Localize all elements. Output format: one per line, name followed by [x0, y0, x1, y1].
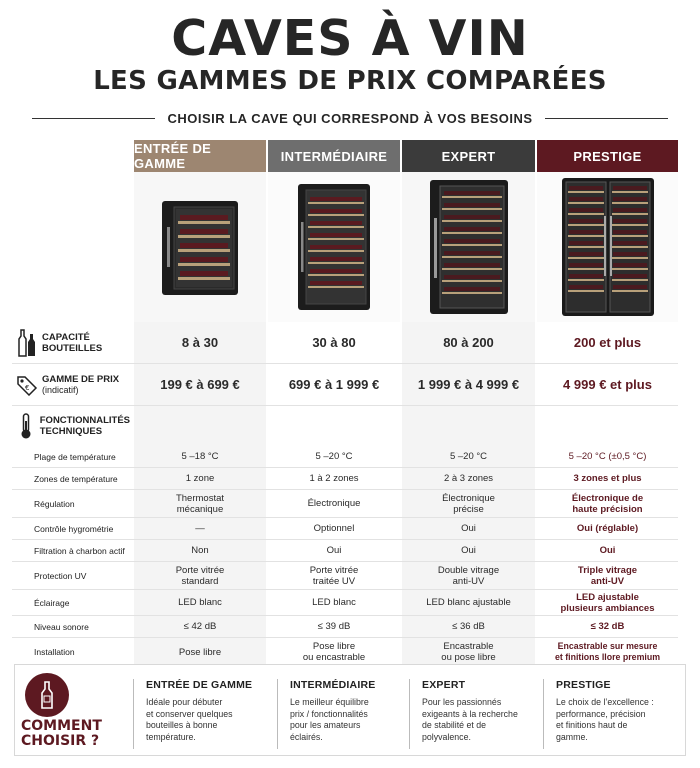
- footer-entry: [133, 679, 267, 749]
- wine-bottle-icon: [25, 673, 69, 717]
- lighting-expert: LED blanc ajustable: [402, 590, 535, 615]
- product-images-row: [12, 172, 678, 322]
- price-tag-icon: [12, 374, 42, 396]
- charcoal-prestige: Oui: [599, 545, 616, 556]
- row-regulation: [12, 490, 678, 518]
- row-hygrometry: [12, 518, 678, 540]
- footer-intermediate-heading: INTERMÉDIAIRE: [290, 679, 376, 691]
- row-temp-zones: [12, 468, 678, 490]
- hygro-prestige: Oui (réglable): [576, 523, 639, 534]
- noise-entry: ≤ 42 dB: [134, 616, 266, 637]
- install-expert: Encastrable ou pose libre: [402, 638, 535, 666]
- hygro-entry: —: [134, 518, 266, 539]
- row-price: [12, 364, 678, 406]
- charcoal-entry: Non: [134, 540, 266, 561]
- features-label-1: FONCTIONNALITÉS: [39, 415, 130, 426]
- tagline: CHOISIR LA CAVE QUI CORRESPOND À VOS BESOINS: [167, 110, 533, 126]
- uv-intermediate: Porte vitrée traitée UV: [309, 564, 359, 587]
- tagline-row: [32, 108, 668, 128]
- footer-prestige-heading: PRESTIGE: [556, 679, 611, 691]
- footer-intermediate-text: Le meilleur équilibre prix / fonctionnalités pour les amateurs éclairés.: [290, 697, 369, 742]
- footer-entry-heading: ENTRÉE DE GAMME: [146, 679, 253, 691]
- install-intermediate: Pose libre ou encastrable: [302, 641, 366, 663]
- temp-range-intermediate: 5 –20 °C: [315, 451, 353, 462]
- capacity-prestige: 200 et plus: [573, 335, 642, 350]
- price-prestige: 4 999 € et plus: [563, 377, 652, 392]
- uv-label: Protection UV: [34, 570, 87, 581]
- how-to-choose-title: [21, 719, 121, 749]
- page-subtitle: LES GAMMES DE PRIX COMPARÉES: [93, 66, 607, 96]
- lighting-prestige: LED ajustable plusieurs ambiances: [560, 591, 655, 614]
- footer-intermediate: [277, 679, 401, 749]
- temp-zones-label: Zones de température: [34, 473, 118, 484]
- row-capacity: [12, 322, 678, 364]
- price-label-1: GAMME DE PRIX: [42, 373, 120, 385]
- noise-prestige: ≤ 32 dB: [590, 621, 625, 632]
- regulation-prestige: Électronique de haute précision: [571, 492, 644, 515]
- how-to-choose-line-2: CHOISIR ?: [21, 733, 100, 749]
- row-features-heading: [12, 406, 678, 446]
- divider-right: [545, 118, 668, 119]
- svg-text:€: €: [25, 383, 30, 392]
- noise-label: Niveau sonore: [34, 621, 89, 632]
- regulation-entry: Thermostat mécanique: [134, 490, 266, 517]
- row-temp-range: [12, 446, 678, 468]
- price-label-2: (indicatif): [42, 384, 79, 395]
- footer-prestige: [543, 679, 683, 749]
- footer-entry-text: Idéale pour débuter et conserver quelques bouteilles à bonne température.: [146, 697, 233, 742]
- page-title: CAVES À VIN: [171, 10, 529, 67]
- price-intermediate: 699 € à 1 999 €: [288, 377, 380, 392]
- row-charcoal: [12, 540, 678, 562]
- footer-expert: [409, 679, 545, 749]
- footer-expert-text: Pour les passionnés exigeants à la recherche de stabilité et de polyvalence.: [422, 697, 518, 742]
- features-label-2: TECHNIQUES: [39, 426, 103, 437]
- temp-zones-prestige: 3 zones et plus: [573, 473, 642, 484]
- lighting-intermediate: LED blanc: [312, 597, 356, 608]
- uv-prestige: Triple vitrage anti-UV: [577, 564, 638, 587]
- how-to-choose-panel: [14, 664, 686, 756]
- temp-range-label: Plage de température: [34, 451, 116, 462]
- hygro-expert: Oui: [402, 518, 535, 539]
- lighting-entry: LED blanc: [134, 590, 266, 615]
- install-entry: Pose libre: [134, 638, 266, 666]
- temp-zones-expert: 2 à 3 zones: [402, 468, 535, 489]
- divider-left: [32, 118, 155, 119]
- column-header-expert: EXPERT: [402, 140, 535, 172]
- column-header-entry: ENTRÉE DE GAMME: [134, 140, 266, 172]
- hygro-label: Contrôle hygrométrie: [34, 523, 114, 534]
- temp-zones-entry: 1 zone: [134, 468, 266, 489]
- thermometer-icon: [12, 412, 40, 440]
- capacity-entry: 8 à 30: [134, 322, 266, 363]
- row-lighting: [12, 590, 678, 616]
- footer-prestige-text: Le choix de l’excellence : performance, précision et finitions haut de gamme.: [556, 697, 654, 742]
- temp-range-expert: 5 –20 °C: [402, 446, 535, 467]
- capacity-intermediate: 30 à 80: [312, 335, 356, 350]
- charcoal-label: Filtration à charbon actif: [34, 545, 125, 556]
- row-noise: [12, 616, 678, 638]
- footer-expert-heading: EXPERT: [422, 679, 466, 691]
- price-expert: 1 999 € à 4 999 €: [402, 364, 535, 405]
- price-entry: 199 € à 699 €: [134, 364, 266, 405]
- regulation-intermediate: Électronique: [307, 498, 361, 509]
- uv-expert: Double vitrage anti-UV: [402, 562, 535, 589]
- charcoal-intermediate: Oui: [326, 545, 342, 556]
- regulation-expert: Électronique précise: [402, 490, 535, 517]
- hygro-intermediate: Optionnel: [313, 523, 355, 534]
- charcoal-expert: Oui: [402, 540, 535, 561]
- regulation-label: Régulation: [34, 498, 75, 509]
- row-installation: [12, 638, 678, 666]
- column-header-intermediate: INTERMÉDIAIRE: [268, 140, 400, 172]
- wine-fridge-large-image: [402, 172, 535, 322]
- temp-zones-intermediate: 1 à 2 zones: [309, 473, 359, 484]
- row-uv: [12, 562, 678, 590]
- temp-range-entry: 5 –18 °C: [134, 446, 266, 467]
- capacity-label-1: CAPACITÉ: [42, 331, 90, 343]
- how-to-choose-line-1: COMMENT: [21, 718, 102, 734]
- install-label: Installation: [34, 647, 75, 657]
- capacity-label-2: BOUTEILLES: [42, 342, 103, 354]
- temp-range-prestige: 5 –20 °C (±0,5 °C): [568, 451, 647, 462]
- uv-entry: Porte vitrée standard: [134, 562, 266, 589]
- lighting-label: Éclairage: [34, 597, 70, 608]
- wine-fridge-double-image: [537, 172, 678, 322]
- noise-intermediate: ≤ 39 dB: [317, 621, 351, 632]
- wine-fridge-small-image: [134, 172, 266, 322]
- wine-fridge-medium-image: [268, 172, 400, 322]
- noise-expert: ≤ 36 dB: [402, 616, 535, 637]
- column-header-prestige: PRESTIGE: [537, 140, 678, 172]
- wine-bottles-icon: [12, 328, 42, 358]
- install-prestige: Encastrable sur mesure et finitions llore premium: [554, 641, 661, 662]
- capacity-expert: 80 à 200: [402, 322, 535, 363]
